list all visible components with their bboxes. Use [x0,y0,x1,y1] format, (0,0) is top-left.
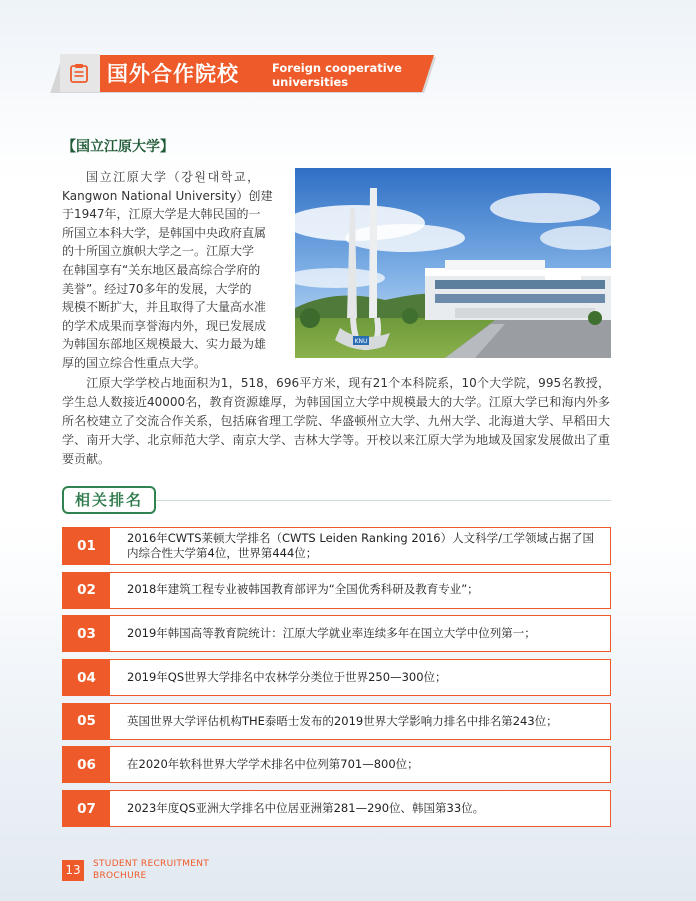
campus-photo-illustration [295,168,611,358]
university-title: 【国立江原大学】 [62,139,174,155]
ranking-number: 03 [63,616,110,651]
ranking-number: 07 [63,791,110,826]
campus-sign [353,336,369,345]
ranking-text: 在2020年软科世界大学学术排名中位列第701—800位； [127,757,419,772]
header-title: 国外合作院校 [107,62,239,86]
intro-line: 的学术成果而享誉海内外，现已发展成 [62,318,267,333]
ranking-number: 06 [63,747,110,782]
header-subtitle-line1: Foreign cooperative [272,61,402,75]
ranking-number: 05 [63,704,110,739]
ranking-text: 2019年韩国高等教育院统计：江原大学就业率连续多年在国立大学中位列第一； [127,626,536,641]
ranking-text: 英国世界大学评估机构THE泰晤士发布的2019世界大学影响力排名中排名第243位； [127,713,558,728]
ranking-item [62,790,611,827]
page-number: 13 [62,860,84,881]
ranking-item [62,746,611,783]
ranking-text: 2023年度QS亚洲大学排名中位居亚洲第281—290位、韩国第33位。 [127,800,485,815]
ranking-text: 2016年CWTS莱顿大学排名（CWTS Leiden Ranking 2016）人文科学/工学领域占据了国内综合性大学第4位，世界第444位； [127,530,594,560]
detail-paragraph-text: 江原大学学校占地面积为1，518，696平方米，现有21个本科院系，10个大学院，995名教授，学生总人数接近40000名，教育资源雄厚，为韩国国立大学中规模最大的大学。江原大学已和海内外多所名校建立了交流合作关系，包括麻省理工学院、华盛顿州立大学、九州大学、北海道大学、早稻田大学、南开大学、北京师范大学、南京大学、吉林大学等。开校以来江原大学为地域及国家发展做出了重要贡献。 [62,376,610,466]
intro-line: 的十所国立旗帜大学之一。江原大学 [62,244,255,259]
ranking-number: 02 [63,573,110,608]
ranking-item [62,615,611,652]
intro-paragraph [62,168,288,373]
intro-line: 所国立本科大学，是韩国中央政府直属 [62,225,267,240]
intro-line: Kangwon National University）创建 [62,188,273,203]
rankings-divider [156,500,611,501]
rankings-list [62,527,611,834]
campus-sign-text: KNU [354,338,368,345]
ranking-item [62,572,611,609]
document-clipboard-icon [68,62,90,84]
header-subtitle [272,61,402,89]
rankings-heading: 相关排名 [62,486,156,514]
ranking-item [62,703,611,740]
intro-line: 为韩国东部地区规模最大、实力最为雄 [62,337,267,352]
intro-line: 规模不断扩大，并且取得了大量高水准 [62,300,267,315]
header-subtitle-line2: universities [272,75,349,89]
ranking-text: 2019年QS世界大学排名中农林学分类位于世界250—300位； [127,669,447,684]
intro-line: 国立江原大学（강원대학교， [86,170,261,184]
ranking-item [62,659,611,696]
intro-line: 美誉”。经过70多年的发展，大学的 [62,281,252,296]
ranking-item [62,527,611,565]
ranking-text: 2018年建筑工程专业被韩国教育部评为“全国优秀科研及教育专业”； [127,582,479,597]
intro-line: 于1947年，江原大学是大韩民国的一 [62,207,261,222]
intro-line: 在韩国享有“关东地区最高综合学府的 [62,262,261,277]
campus-photo [295,168,611,358]
ranking-number: 01 [63,528,110,564]
ranking-number: 04 [63,660,110,695]
intro-line: 厚的国立综合性重点大学。 [62,355,207,370]
footer-line1: STUDENT RECRUITMENT [93,859,210,869]
detail-paragraph [62,374,610,469]
footer-brochure-label [93,859,209,882]
footer-line2: BROCHURE [93,870,147,881]
